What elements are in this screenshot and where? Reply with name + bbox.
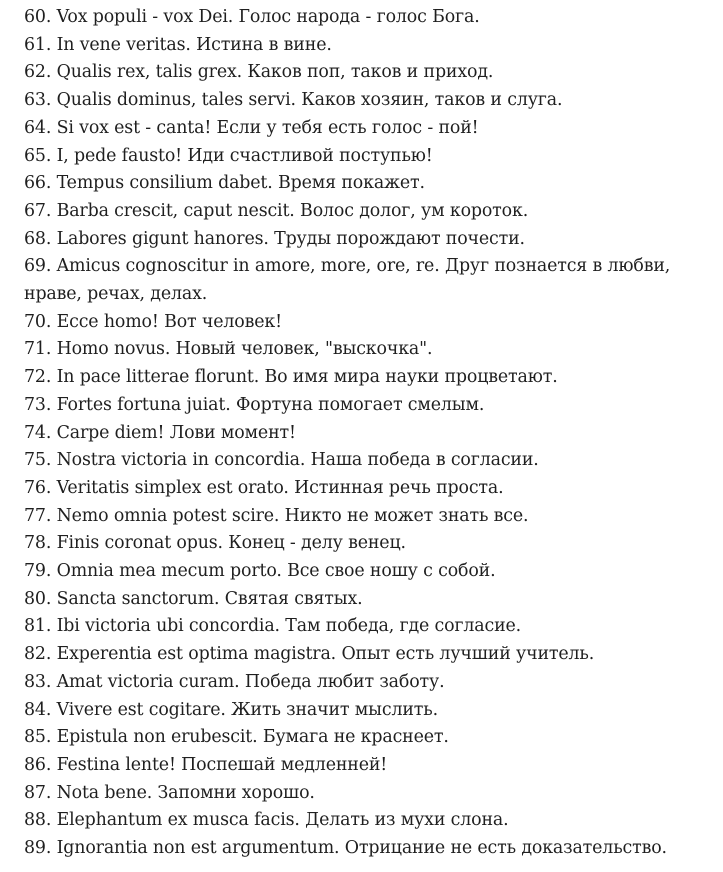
- phrase-60: 60. Vox populi - vox Dei. Голос народа - голос Бога.: [24, 7, 480, 27]
- phrase-75: 75. Nostra victoria in concordia. Наша победа в согласии.: [24, 450, 539, 471]
- phrase-78: 78. Finis coronat opus. Конец - делу венец.: [24, 533, 406, 554]
- phrase-70: 70. Ecce homo! Вот человек!: [24, 311, 282, 332]
- phrase-76: 76. Veritatis simplex est orato. Истинная речь проста.: [24, 477, 504, 498]
- phrase-87: 87. Nota bene. Запомни хорошо.: [24, 782, 315, 803]
- phrase-63: 63. Qualis dominus, tales servi. Каков хозяин, таков и слуга.: [24, 90, 563, 111]
- phrase-82: 82. Experentia est optima magistra. Опыт есть лучший учитель.: [24, 644, 595, 665]
- phrase-77: 77. Nemo omnia potest scire. Никто не может знать все.: [24, 505, 529, 526]
- phrase-85: 85. Epistula non erubescit. Бумага не краснеет.: [24, 727, 449, 748]
- phrase-71: 71. Homo novus. Новый человек, "выскочка".: [24, 339, 433, 360]
- phrase-list: [0, 4, 723, 863]
- phrase-79: 79. Omnia mea mecum porto. Все свое ношу с собой.: [24, 561, 496, 582]
- phrase-74: 74. Carpe diem! Лови момент!: [24, 422, 296, 443]
- phrase-62: 62. Qualis rex, talis grex. Каков поп, таков и приход.: [24, 62, 494, 83]
- phrase-86: 86. Festina lente! Поспешай медленней!: [24, 754, 388, 775]
- phrase-66: 66. Tempus consilium dabet. Время покажет.: [24, 173, 425, 194]
- phrase-83: 83. Amat victoria curam. Победа любит заботу.: [24, 671, 445, 692]
- phrase-65: 65. I, pede fausto! Иди счастливой поступью!: [24, 145, 433, 166]
- phrase-80: 80. Sancta sanctorum. Святая святых.: [24, 588, 363, 609]
- phrase-72: 72. In pace litterae florunt. Во имя мира науки процветают.: [24, 367, 558, 388]
- phrase-64: 64. Si vox est - canta! Если у тебя есть голос - пой!: [24, 117, 479, 138]
- phrase-81: 81. Ibi victoria ubi concordia. Там победа, где согласие.: [24, 616, 522, 637]
- phrase-89: 89. Ignorantia non est argumentum. Отрицание не есть доказательство.: [24, 838, 667, 859]
- phrase-73: 73. Fortes fortuna juiat. Фортуна помогает смелым.: [24, 394, 485, 415]
- phrase-68: 68. Labores gigunt hanores. Труды порождают почести.: [24, 228, 525, 249]
- phrase-88: 88. Elephantum ex musca facis. Делать из мухи слона.: [24, 810, 509, 831]
- phrase-61: 61. In vene veritas. Истина в вине.: [24, 34, 332, 55]
- phrase-67: 67. Barba crescit, caput nescit. Волос долог, ум короток.: [24, 200, 529, 221]
- phrase-69: 69. Amicus cognoscitur in amore, more, ore, re. Друг познается в любви, нраве, речах, делах.: [24, 256, 671, 305]
- phrase-84: 84. Vivere est cogitare. Жить значит мыслить.: [24, 699, 438, 720]
